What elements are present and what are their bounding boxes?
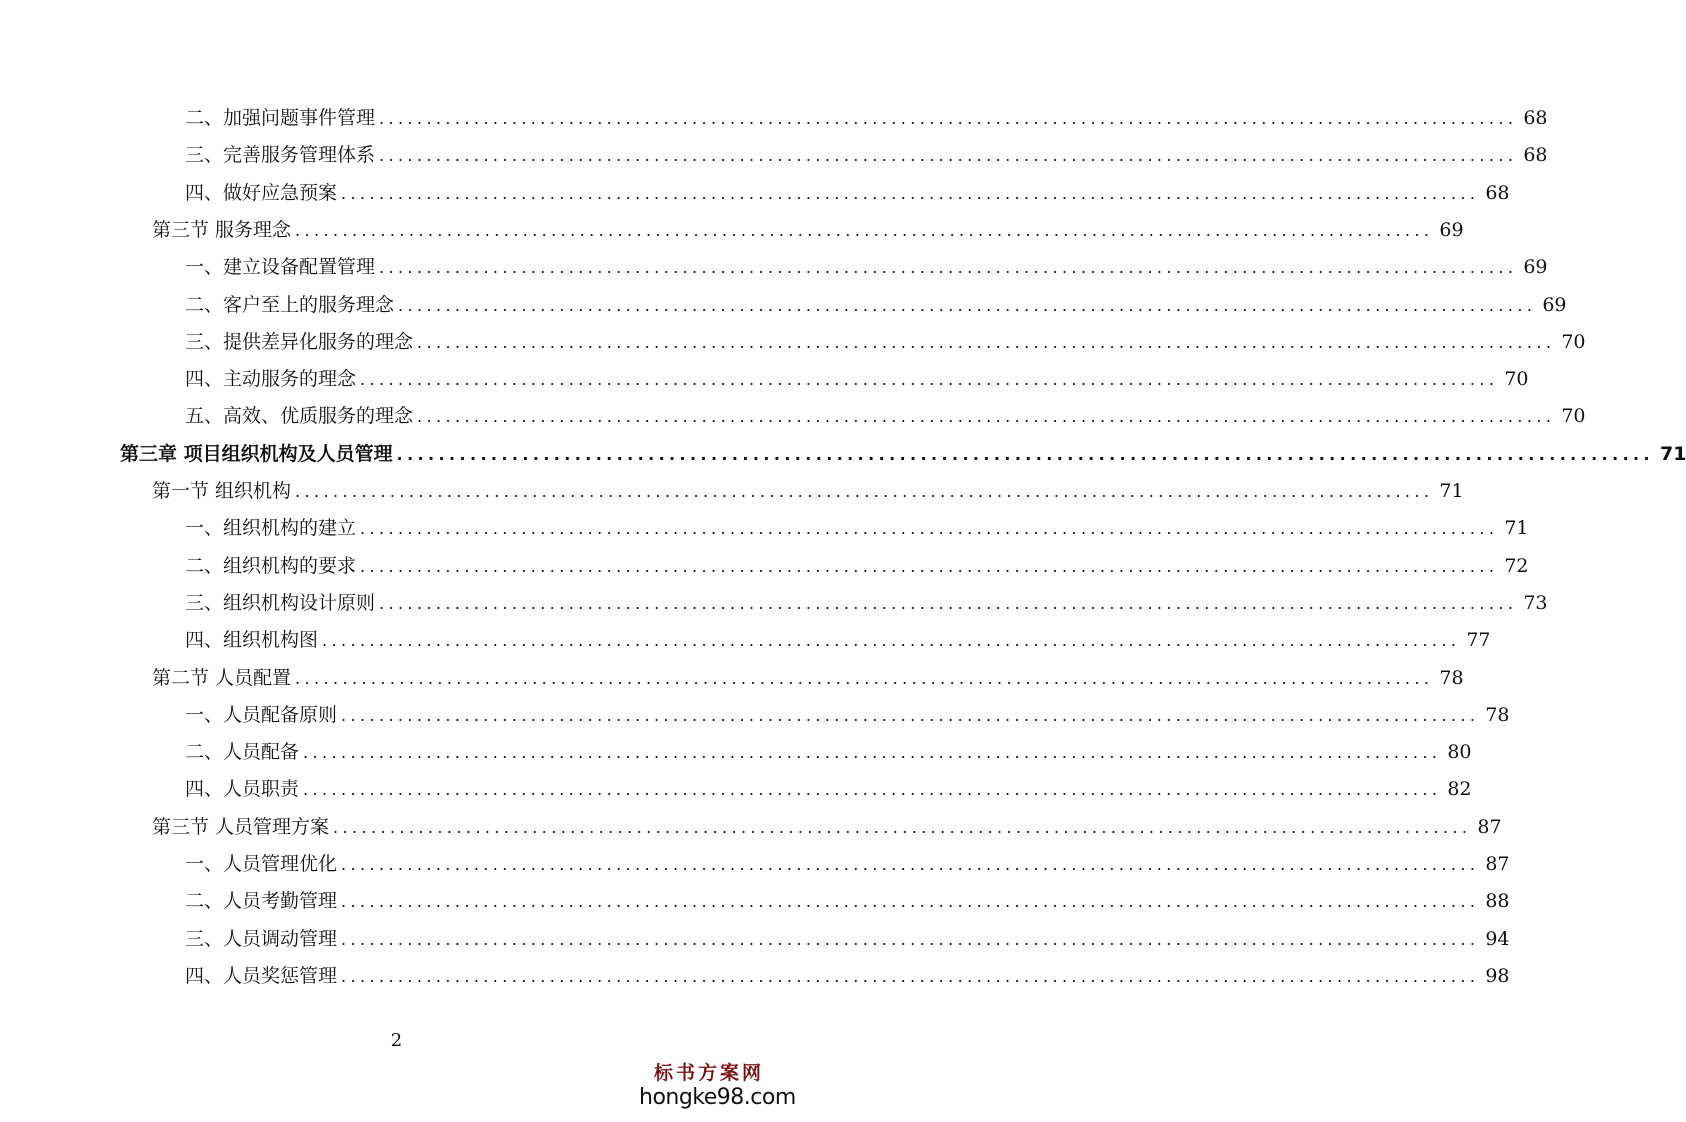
toc-entry[interactable] bbox=[185, 287, 1567, 324]
toc-entry-page: 70 bbox=[1561, 330, 1586, 353]
toc-leader-dots: ........................................................................................................................ bbox=[322, 631, 1461, 651]
toc-entry-page: 68 bbox=[1523, 107, 1548, 129]
toc-entry-page: 94 bbox=[1485, 927, 1510, 950]
toc-entry[interactable] bbox=[152, 809, 1502, 846]
page-number: 2 bbox=[390, 1030, 403, 1051]
toc-leader-dots: ........................................................................................................................ bbox=[303, 780, 1442, 800]
toc-entry[interactable] bbox=[185, 622, 1491, 659]
toc-entry[interactable] bbox=[185, 100, 1548, 137]
toc-entry-page: 78 bbox=[1439, 666, 1464, 689]
toc-leader-dots: ........................................................................................................................ bbox=[379, 593, 1518, 613]
toc-entry[interactable] bbox=[185, 734, 1472, 771]
toc-entry-label: 三、人员调动管理 bbox=[185, 927, 338, 950]
toc-entry-label: 二、加强问题事件管理 bbox=[185, 107, 376, 129]
toc-entry-label: 四、组织机构图 bbox=[185, 629, 319, 652]
toc-entry-label: 四、主动服务的理念 bbox=[185, 368, 357, 391]
toc-entry-label: 第二节 人员配置 bbox=[152, 666, 292, 689]
toc-entry-page: 77 bbox=[1466, 629, 1491, 652]
toc-entry-label: 二、人员考勤管理 bbox=[185, 890, 338, 913]
toc-entry-page: 73 bbox=[1523, 591, 1548, 614]
toc-entry-label: 四、人员奖惩管理 bbox=[185, 964, 338, 987]
toc-entry-label: 三、提供差异化服务的理念 bbox=[185, 330, 414, 353]
toc-entry-label: 第一节 组织机构 bbox=[152, 480, 292, 502]
toc-entry[interactable] bbox=[185, 249, 1548, 286]
toc-leader-dots: ........................................................................................................................ bbox=[341, 705, 1480, 725]
toc-leader-dots: ........................................................................................................................ bbox=[360, 556, 1499, 576]
toc-entry[interactable] bbox=[185, 324, 1586, 361]
toc-entry[interactable] bbox=[185, 137, 1548, 174]
toc-entry[interactable] bbox=[185, 697, 1510, 734]
toc-leader-dots: ........................................................................................................................ bbox=[341, 855, 1480, 874]
toc-entry-label: 一、组织机构的建立 bbox=[185, 517, 357, 540]
toc-entry-page: 71 bbox=[1504, 517, 1529, 540]
watermark-url: hongke98.com bbox=[639, 1085, 796, 1110]
toc-entry-label: 二、客户至上的服务理念 bbox=[185, 293, 395, 316]
toc-leader-dots: ........................................................................................................................ bbox=[379, 258, 1518, 278]
toc-entry-page: 69 bbox=[1523, 256, 1548, 279]
toc-entry[interactable] bbox=[152, 660, 1464, 697]
toc-entry[interactable] bbox=[185, 548, 1529, 585]
toc-entry-label: 三、组织机构设计原则 bbox=[185, 591, 376, 614]
toc-leader-dots: ........................................................................................................................ bbox=[333, 817, 1472, 837]
toc-entry-page: 80 bbox=[1447, 741, 1472, 764]
toc-entry-label: 一、人员管理优化 bbox=[185, 853, 338, 875]
toc-entry-label: 三、完善服务管理体系 bbox=[185, 144, 376, 167]
toc-entry[interactable] bbox=[185, 846, 1510, 883]
toc-entry-page: 69 bbox=[1542, 293, 1567, 316]
toc-entry-page: 71 bbox=[1660, 442, 1686, 465]
toc-entry[interactable] bbox=[185, 921, 1510, 958]
toc-entry-label: 四、人员职责 bbox=[185, 778, 300, 801]
toc-entry-page: 78 bbox=[1485, 703, 1510, 726]
toc-entry-label: 一、建立设备配置管理 bbox=[185, 256, 376, 279]
watermark-logo bbox=[639, 1058, 796, 1110]
toc-entry-page: 70 bbox=[1504, 368, 1529, 391]
toc-leader-dots: ........................................................................................................................ bbox=[417, 332, 1556, 352]
toc-leader-dots: ........................................................................................................................ bbox=[417, 407, 1556, 427]
toc-entry[interactable] bbox=[120, 436, 1686, 473]
toc-entry[interactable] bbox=[185, 585, 1548, 622]
toc-leader-dots: ........................................................................................................................ bbox=[295, 220, 1434, 240]
toc-entry[interactable] bbox=[185, 398, 1586, 435]
toc-leader-dots: ........................................................................................................................ bbox=[398, 295, 1537, 315]
toc-entry-page: 87 bbox=[1477, 815, 1502, 838]
toc-leader-dots: ........................................................................................................................ bbox=[341, 183, 1480, 203]
toc-entry-page: 69 bbox=[1439, 218, 1464, 241]
toc-entry-label: 第三节 服务理念 bbox=[152, 218, 292, 241]
toc-entry-page: 68 bbox=[1523, 144, 1548, 167]
toc-entry[interactable] bbox=[185, 361, 1529, 398]
toc-leader-dots: ........................................................................................................................ bbox=[295, 482, 1434, 501]
toc-entry-page: 98 bbox=[1485, 964, 1510, 987]
toc-leader-dots: ........................................................................................................................ bbox=[379, 146, 1518, 166]
toc-entry[interactable] bbox=[185, 771, 1472, 808]
toc-entry-page: 87 bbox=[1485, 853, 1510, 875]
toc-entry[interactable] bbox=[185, 175, 1510, 212]
toc-entry[interactable] bbox=[185, 958, 1510, 995]
toc-entry-page: 70 bbox=[1561, 405, 1586, 428]
toc-leader-dots: ........................................................................................................................ bbox=[341, 892, 1480, 912]
toc-leader-dots: ........................................................................................................................ bbox=[360, 370, 1499, 390]
watermark-title: 标书方案网 bbox=[653, 1062, 764, 1084]
toc-leader-dots: ........................................................................................................................ bbox=[360, 519, 1499, 539]
toc-entry-label: 二、组织机构的要求 bbox=[185, 554, 357, 577]
toc-leader-dots: ........................................................................................................................ bbox=[303, 743, 1442, 763]
toc-leader-dots: ........................................................................................................................ bbox=[295, 668, 1434, 688]
toc-entry-label: 第三章 项目组织机构及人员管理 bbox=[120, 442, 393, 465]
toc-entry-page: 71 bbox=[1439, 480, 1464, 502]
toc-entry[interactable] bbox=[185, 883, 1510, 920]
toc-entry-label: 第三节 人员管理方案 bbox=[152, 815, 330, 838]
toc-entry[interactable] bbox=[185, 510, 1529, 547]
toc-leader-dots: ........................................................................................................................ bbox=[379, 109, 1518, 128]
toc-leader-dots: ........................................................................................................................ bbox=[341, 929, 1480, 949]
toc-entry-page: 88 bbox=[1485, 890, 1510, 913]
toc-entry-label: 四、做好应急预案 bbox=[185, 181, 338, 204]
toc-entry-page: 82 bbox=[1447, 778, 1472, 801]
toc-entry-label: 一、人员配备原则 bbox=[185, 703, 338, 726]
toc-leader-dots: ........................................................................................................................ bbox=[396, 444, 1654, 464]
toc-entry-label: 二、人员配备 bbox=[185, 741, 300, 764]
toc-entry-page: 72 bbox=[1504, 554, 1529, 577]
toc-entry-label: 五、高效、优质服务的理念 bbox=[185, 405, 414, 428]
toc-entry[interactable] bbox=[152, 212, 1464, 249]
toc-entry[interactable] bbox=[152, 473, 1464, 510]
toc-leader-dots: ........................................................................................................................ bbox=[341, 966, 1480, 986]
toc-entry-page: 68 bbox=[1485, 181, 1510, 204]
